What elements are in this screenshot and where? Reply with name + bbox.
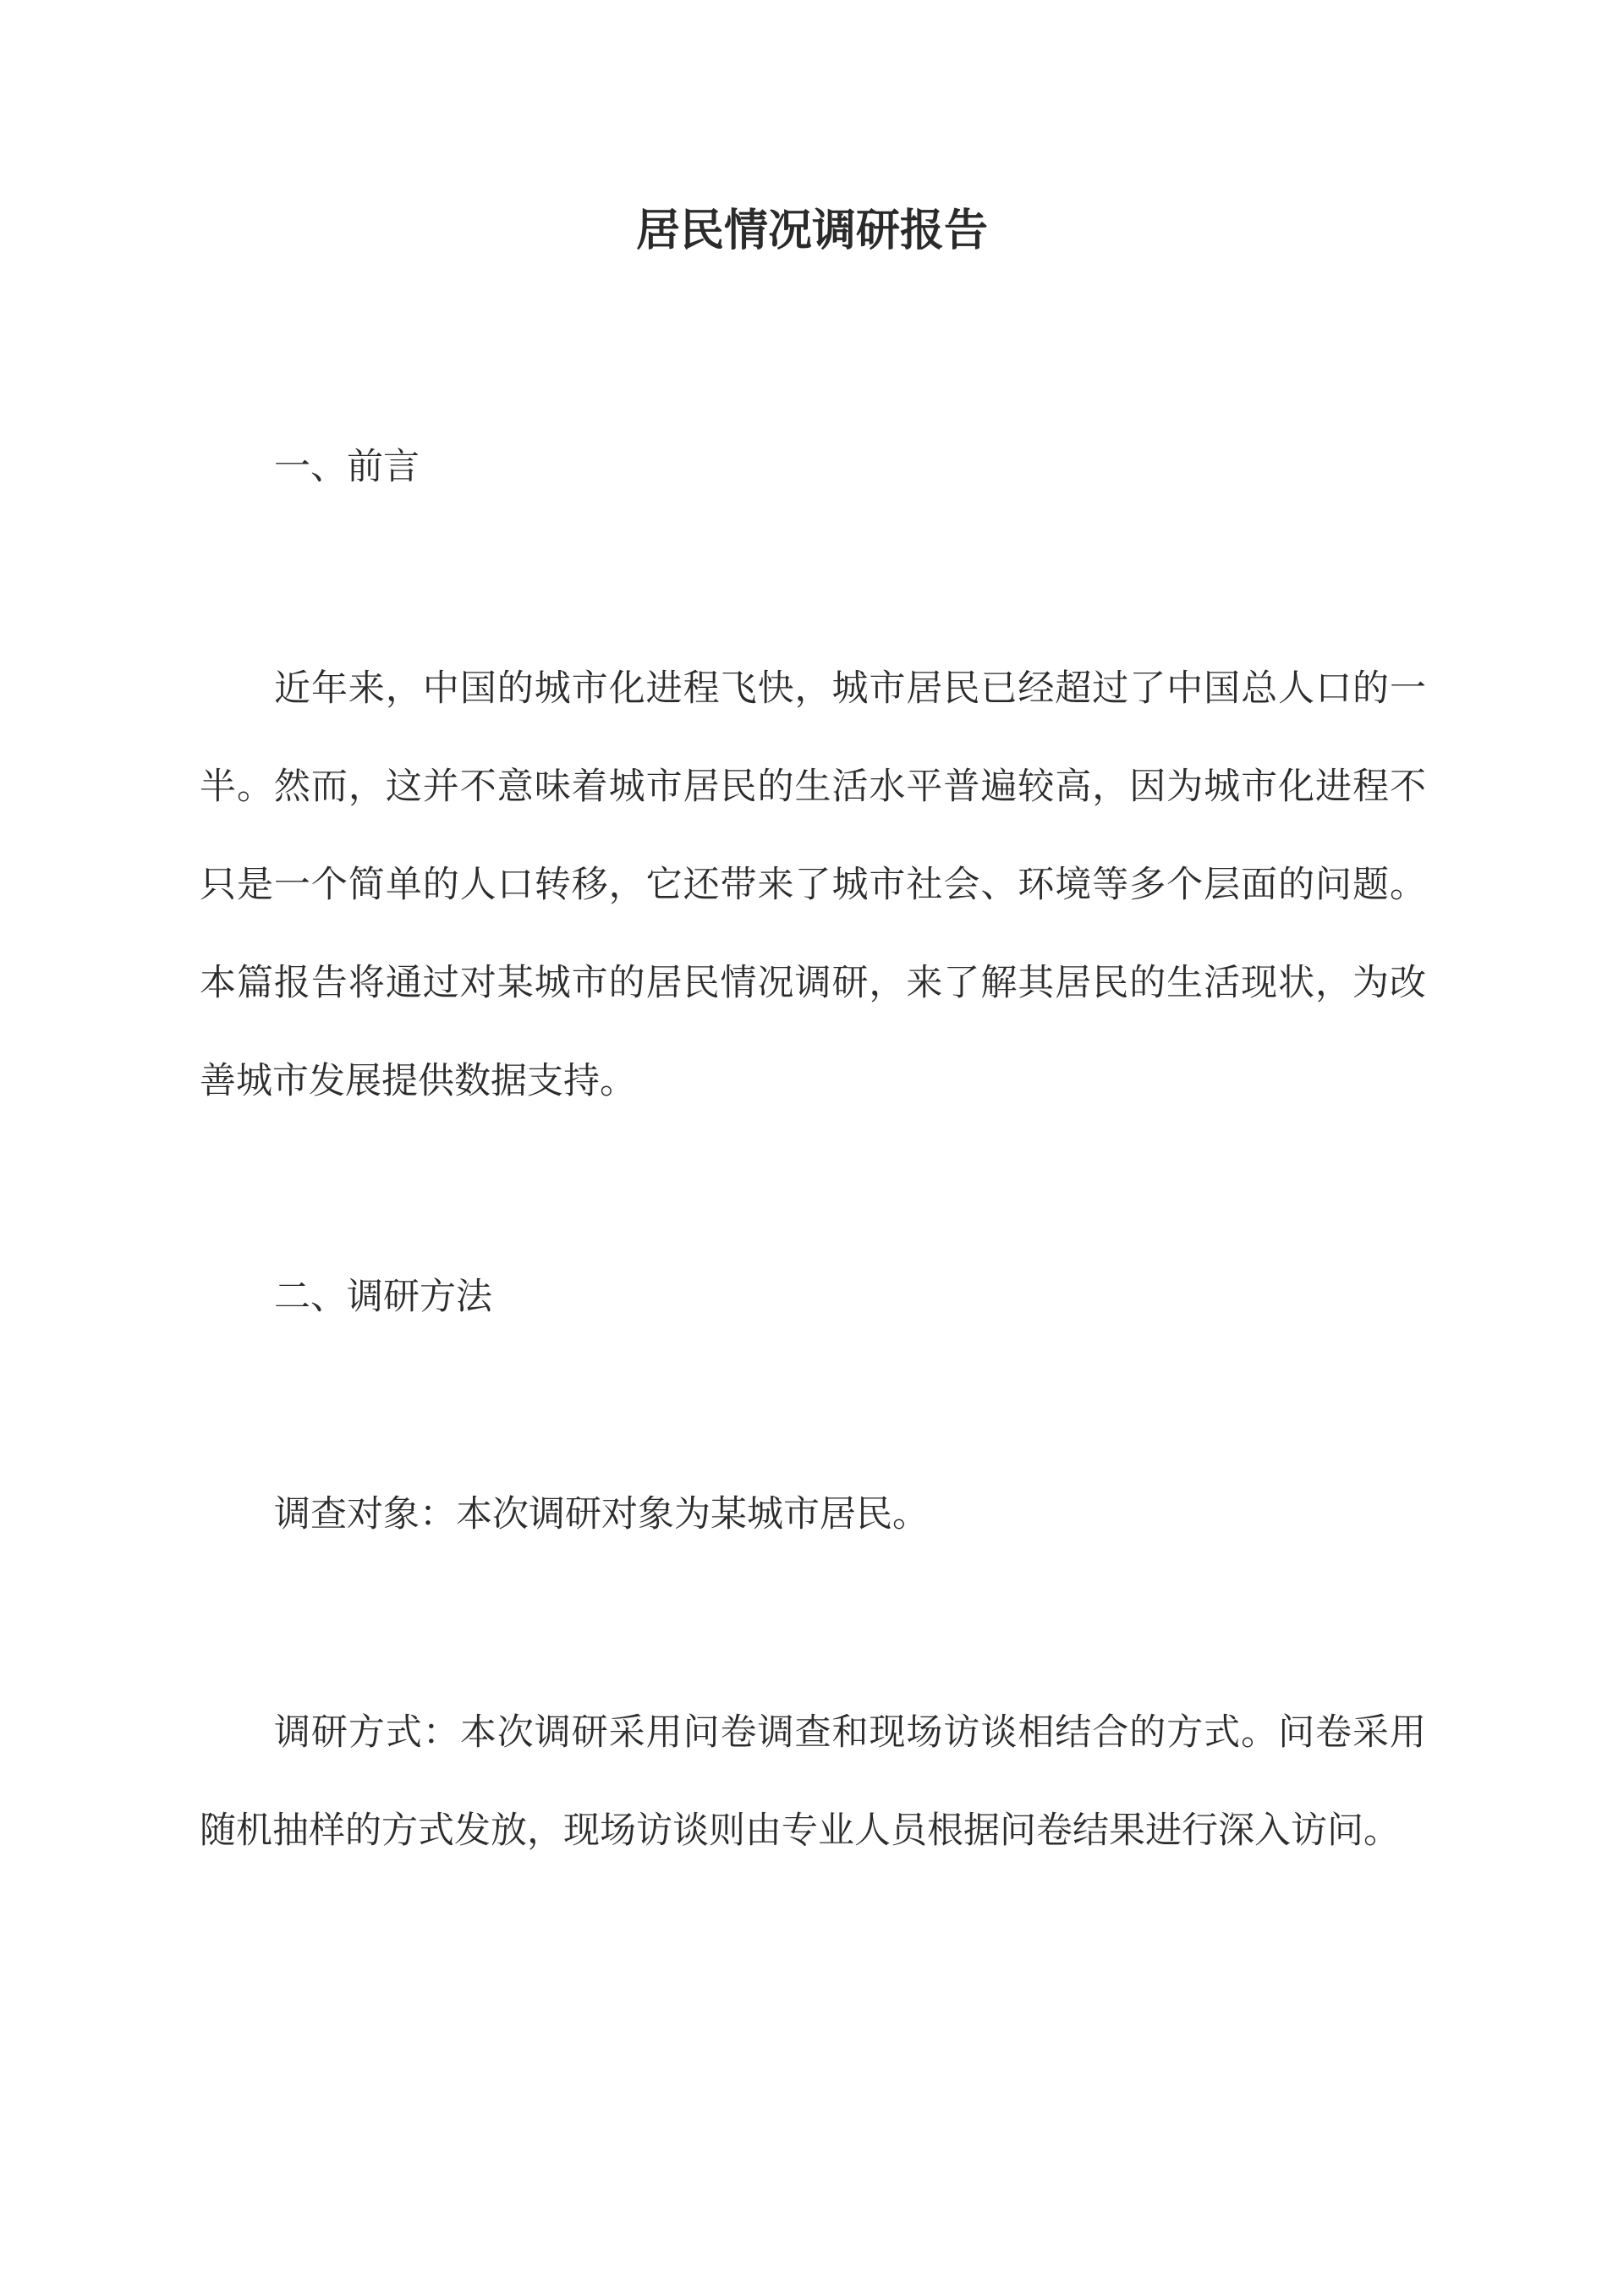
survey-method-paragraph: 调研方式：本次调研采用问卷调查和现场访谈相结合的方式。问卷采用随机抽样的方式发放，现场访谈则由专业人员根据问卷结果进行深入访问。 — [200, 1711, 1426, 1852]
document-title: 居民情况调研报告 — [635, 205, 988, 256]
section-heading-method: 二、调研方法 — [274, 1276, 492, 1318]
section-heading-preface: 一、前言 — [274, 446, 420, 488]
preface-paragraph: 近年来，中国的城市化进程飞快，城市居民已经超过了中国总人口的一半。然而，这并不意味着城市居民的生活水平普遍较高，因为城市化进程不只是一个简单的人口转移，它还带来了城市社会、环境等多个层面的问题。本篇报告将通过对某城市的居民情况调研，来了解其居民的生活现状，为改善城市发展提供数据支持。 — [200, 667, 1426, 1102]
survey-subject-paragraph: 调查对象：本次调研对象为某城市居民。 — [274, 1493, 929, 1535]
